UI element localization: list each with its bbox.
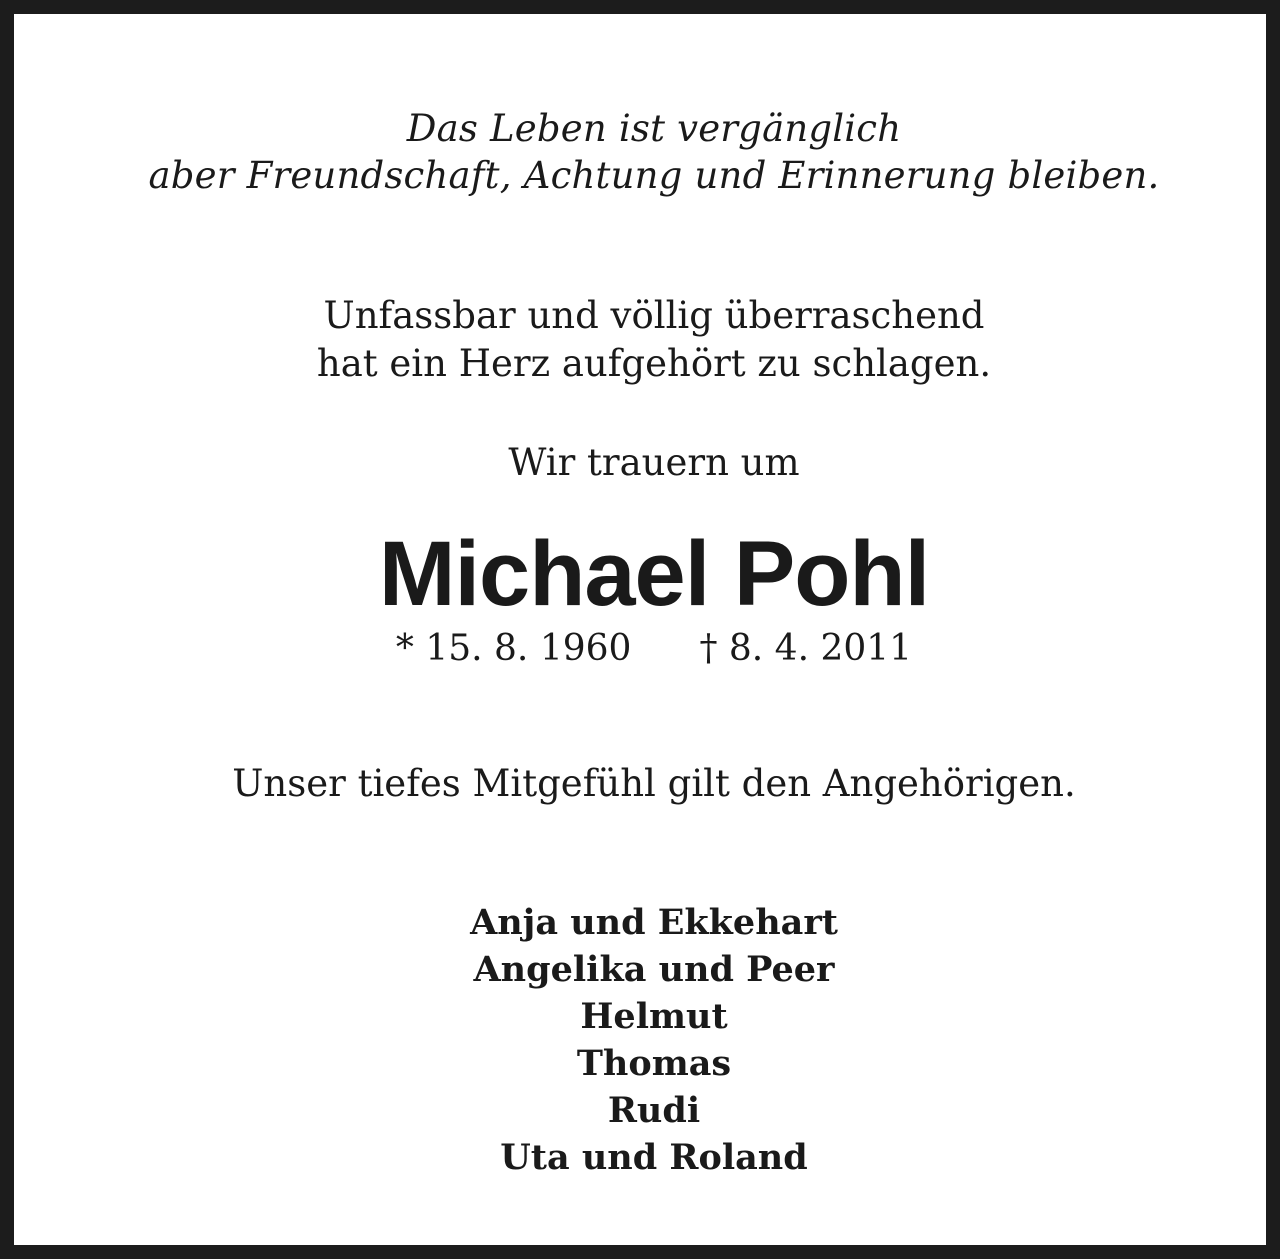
condolence-text: Unser tiefes Mitgefühl gilt den Angehörigen. [232,762,1076,805]
death-date: † 8. 4. 2011 [699,628,913,669]
quote-line-2: aber Freundschaft, Achtung und Erinnerung bleiben. [148,154,1160,197]
life-dates [14,628,1280,669]
deceased-name: Michael Pohl [378,523,930,625]
signer-4: Thomas [576,1043,732,1084]
quote-line-1: Das Leben ist vergänglich [406,107,902,150]
signer-5: Rudi [607,1090,701,1131]
intro-line-2: hat ein Herz aufgehört zu schlagen. [316,342,992,385]
birth-date: * 15. 8. 1960 [395,628,632,669]
signer-6: Uta und Roland [500,1137,808,1178]
signer-1: Anja und Ekkehart [470,902,838,943]
signer-2: Angelika und Peer [473,949,835,990]
intro-line-1: Unfassbar und völlig überraschend [323,294,985,337]
mourning-text: Wir trauern um [508,441,800,484]
signer-3: Helmut [580,996,728,1037]
